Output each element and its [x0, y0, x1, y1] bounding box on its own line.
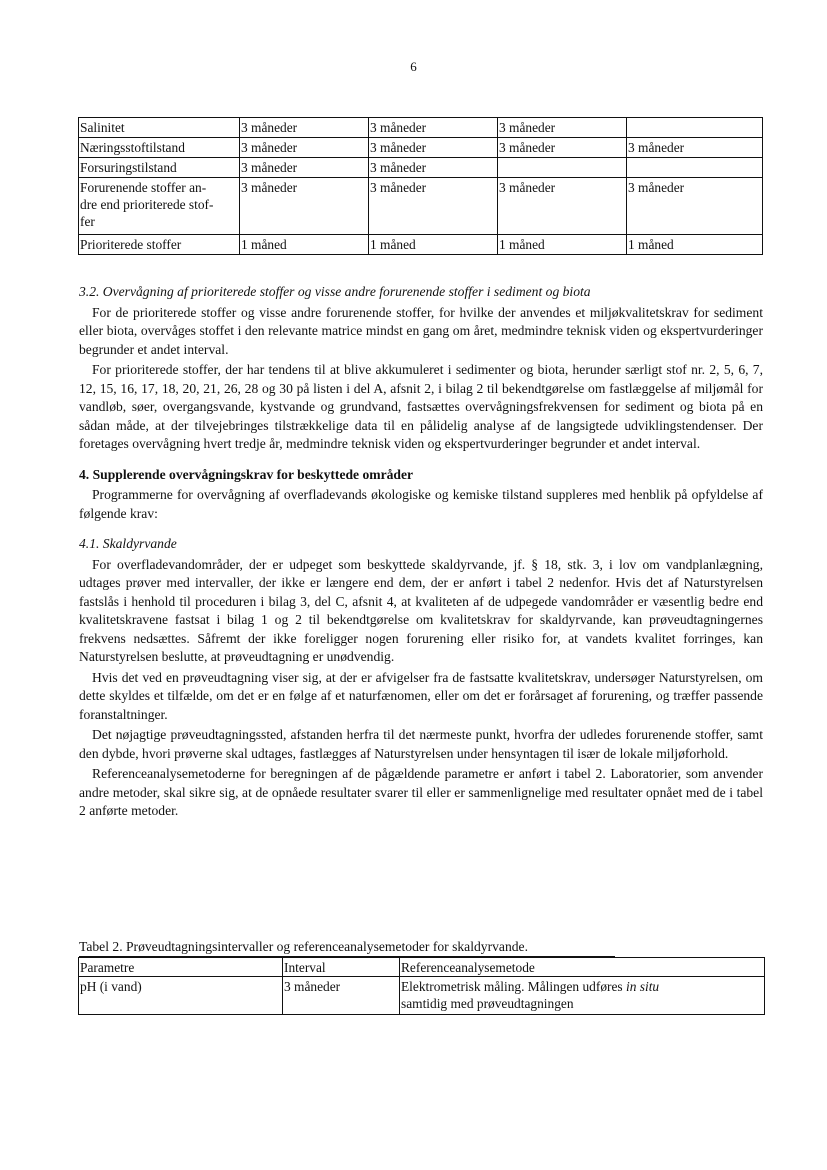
table-cell: 3 måneder: [240, 178, 369, 235]
method-text: Elektrometrisk måling. Målingen udføres: [401, 979, 626, 994]
table-cell: 3 måneder: [369, 178, 498, 235]
table-cell: 3 måneder: [369, 138, 498, 158]
cell-line: Forurenende stoffer an-: [80, 180, 207, 195]
table-cell: [79, 178, 240, 235]
paragraph: Programmerne for overvågning af overfladevands økologiske og kemiske tilstand suppleres med henblik på opfyldelse af følgende krav:: [79, 487, 763, 521]
paragraph: Det nøjagtige prøveudtagningssted, afstanden herfra til det nærmeste punkt, hvorfra der udledes forurenende stoffer, samt den dybde, hvori prøverne skal udtages, fastlægges af Naturstyrelsen under hensyntagen til især de lokale miljøforhold.: [79, 727, 763, 761]
table-header-cell: Referenceanalysemetode: [400, 958, 765, 977]
cell-line: samtidig med prøveudtagningen: [401, 996, 574, 1011]
table-header-row: [79, 958, 765, 977]
table-cell: 3 måneder: [627, 178, 763, 235]
table-cell: 1 måned: [627, 235, 763, 255]
section-3-2-heading: 3.2. Overvågning af prioriterede stoffer og visse andre forurenende stoffer i sediment og biota: [79, 284, 591, 299]
table-row: [79, 138, 763, 158]
table-cell: 3 måneder: [369, 118, 498, 138]
paragraph: For prioriterede stoffer, der har tendens til at blive akkumuleret i sedimenter og biota, herunder særligt stof nr. 2, 5, 6, 7, 12, 15, 16, 17, 18, 20, 21, 26, 28 og 30 på listen i del A, afsnit 2, i bilag 2 til bekendtgørelse om fastlæggelse af miljømål for vandløb, søer, overgangsvande, kystvande og grundvand, fastsættes overvågningsfrekvensen for sediment og biota på en sådan måde, at der tilvejebringes tilstrækkelige data til en pålidelig analyse af de langsigtede udviklingstendenser. Der foretages overvågning hvert tredje år, medmindre teknisk viden og ekspertvurderinger begrunder et andet interval.: [79, 362, 763, 451]
table-cell: [627, 118, 763, 138]
table-row: [79, 158, 763, 178]
table-cell: Salinitet: [79, 118, 240, 138]
cell-line: [401, 978, 762, 995]
table-cell: Næringsstoftilstand: [79, 138, 240, 158]
table-cell: [627, 158, 763, 178]
table-cell: 3 måneder: [498, 138, 627, 158]
monitoring-frequency-table: [78, 117, 763, 255]
cell-line: fer: [80, 214, 95, 229]
table-row: [79, 235, 763, 255]
page-number: 6: [410, 59, 417, 74]
paragraph: For de prioriterede stoffer og visse andre forurenende stoffer, for hvilke der anvendes et miljøkvalitetskrav for sediment eller biota, overvåges stoffet i den relevante matrice mindst en gang om året, medmindre teknisk viden og ekspertvurderinger begrunder et andet interval.: [79, 304, 763, 357]
table-cell: pH (i vand): [79, 977, 283, 1015]
table-row: [79, 178, 763, 235]
table-cell: 3 måneder: [240, 138, 369, 158]
caption-text: Tabel 2. Prøveudtagningsintervaller og referenceanalysemetoder for skaldyrvande.: [79, 939, 528, 954]
table-cell: 1 måned: [369, 235, 498, 255]
table-row: [79, 977, 765, 1015]
table-cell: Prioriterede stoffer: [79, 235, 240, 255]
paragraph: For overfladevandområder, der er udpeget som beskyttede skaldyrvande, jf. § 18, stk. 3, i lov om vandplanlægning, udtages prøver med intervaller, der ikke er længere end dem, der er anført i tabel 2 nedenfor. Hvis det af Naturstyrelsen fastslås i henhold til proceduren i bilag 3, del C, afsnit 4, at kvaliteten af de udpegede vandområder er væsentlig bedre end kvalitetskravene fastsat i bilag 1 og 2 til bekendtgørelse om kvalitetskrav for skaldyrvande, kan prøveudtagningernes frekvens nedsættes. Såfremt der ikke foreligger nogen forurening eller risiko for, at vandets kvalitet forringes, kan Naturstyrelsen beslutte, at prøveudtagning er unødvendig.: [79, 556, 763, 664]
table-row: [79, 118, 763, 138]
cell-line: dre end prioriterede stof-: [80, 197, 214, 212]
table-cell: Forsuringstilstand: [79, 158, 240, 178]
table-header-cell: Parametre: [79, 958, 283, 977]
table-cell: 1 måned: [498, 235, 627, 255]
table-cell: 3 måneder: [498, 178, 627, 235]
table-cell: [498, 158, 627, 178]
paragraph: Hvis det ved en prøveudtagning viser sig, at der er afvigelser fra de fastsatte kvalitetskrav, undersøger Naturstyrelsen, om dette skyldes et tilfælde, om det er en følge af et naturfænomen, eller om det er forårsaget af forurening, og træffer passende foranstaltninger.: [79, 669, 763, 722]
table-cell: 3 måneder: [240, 158, 369, 178]
table-cell: 1 måned: [240, 235, 369, 255]
paragraph: Referenceanalysemetoderne for beregningen af de pågældende parametre er anført i tabel 2. Laboratorier, som anvender andre metoder, skal sikre sig, at de opnåede resultater svarer til eller er sammenlignelige med resultater opnået med de i tabel 2 anførte metoder.: [79, 766, 763, 818]
section-4-heading: 4. Supplerende overvågningskrav for beskyttede områder: [79, 466, 414, 482]
table-2-caption: [79, 938, 528, 957]
body-text: [79, 283, 763, 823]
table-cell: 3 måneder: [498, 118, 627, 138]
table-cell: 3 måneder: [283, 977, 400, 1015]
section-4-1-heading: 4.1. Skaldyrvande: [79, 536, 177, 551]
table-cell: [400, 977, 765, 1015]
table-cell: 3 måneder: [240, 118, 369, 138]
table-header-cell: Interval: [283, 958, 400, 977]
table-cell: 3 måneder: [369, 158, 498, 178]
reference-methods-table: [78, 957, 765, 1015]
method-italic-text: in situ: [626, 979, 660, 994]
table-cell: 3 måneder: [627, 138, 763, 158]
